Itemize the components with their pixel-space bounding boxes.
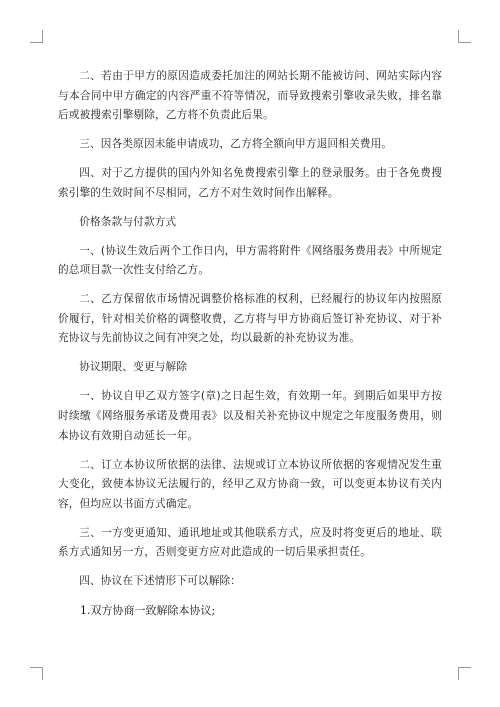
paragraph-term-2: 二、订立本协议所依据的法律、法规或订立本协议所依据的客观情况发生重大变化，致使本协议无法履行的，经甲乙双方协商一致，可以变更本协议有关内容，但均应以书面方式确定。 bbox=[58, 458, 442, 510]
paragraph-payment-2: 二、乙方保留依市场情况调整价格标准的权利，已经履行的协议年内按照原价履行，针对相关价格的调整收费，乙方将与甲方协商后签订补充协议、对于补充协议与先前协议之间有冲突之处，均以最新的补充协议为准。 bbox=[58, 293, 442, 345]
crop-mark-bottom-left bbox=[30, 667, 43, 680]
document-body bbox=[58, 67, 442, 621]
list-item-termination-1: 1.双方协商一致解除本协议; bbox=[80, 604, 216, 618]
crop-mark-top-right bbox=[458, 30, 471, 43]
paragraph-payment-1: 一、(协议生效后两个工作日内，甲方需将附件《网络服务费用表》中所规定的总项目款一次性支付给乙方。 bbox=[58, 244, 442, 277]
paragraph-clause-2: 二、若由于甲方的原因造成委托加注的网站长期不能被访问、网站实际内容与本合同中甲方确定的内容严重不符等情况，而导致搜索引擎收录失败，排名靠后或被搜索引擎剔除，乙方将不负责此后果。 bbox=[58, 70, 442, 122]
paragraph-term-3: 三、一方变更通知、通讯地址或其他联系方式，应及时将变更后的地址、联系方式通知另一方，否则变更方应对此造成的一切后果承担责任。 bbox=[58, 526, 442, 559]
crop-mark-bottom-right bbox=[458, 667, 471, 680]
paragraph-term-4: 四、协议在下述情形下可以解除： bbox=[79, 575, 242, 588]
paragraph-term-1: 一、协议自甲乙双方签字(章)之日起生效，有效期一年。到期后如果甲方按时续缴《网络服务承诺及费用表》以及相关补充协议中规定之年度服务费用，则本协议有效期自动延长一年。 bbox=[58, 390, 442, 442]
crop-mark-top-left bbox=[30, 30, 43, 43]
paragraph-clause-4: 四、对于乙方提供的国内外知名免费搜索引擎上的登录服务。由于各免费搜索引擎的生效时间不尽相同，乙方不对生效时间作出解释。 bbox=[58, 167, 442, 199]
section-heading-pricing: 价格条款与付款方式 bbox=[79, 215, 177, 228]
section-heading-term: 协议期限、变更与解除 bbox=[79, 361, 188, 374]
paragraph-clause-3: 三、因各类原因未能申请成功，乙方将全额向甲方退回相关费用。 bbox=[79, 138, 393, 151]
